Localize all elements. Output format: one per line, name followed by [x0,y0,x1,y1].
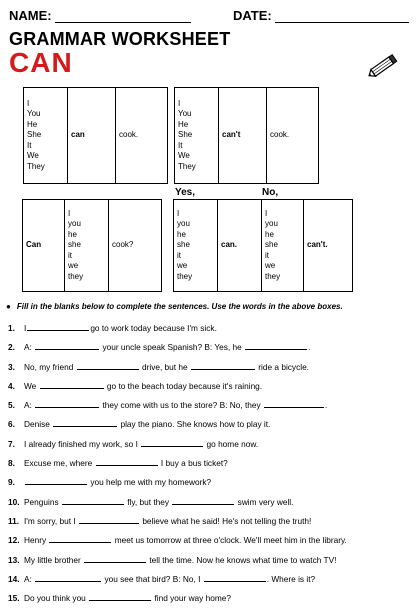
pronoun-list: I you he she it we they [65,200,109,292]
yes-verb-cell: can. [218,200,262,292]
main-verb-cell: cook. [267,88,319,184]
sentence-4: 4. We go to the beach today because it's raining. [8,380,263,391]
yes-pronoun-list: I you he she it we they [174,200,218,292]
blank[interactable] [89,592,151,601]
blank[interactable] [40,380,104,389]
sentence-list [8,322,408,611]
blank[interactable] [245,341,307,350]
pronoun-list: I You He She It We They [24,88,68,184]
name-line[interactable] [55,10,191,23]
table-negative [174,87,319,184]
blank[interactable] [35,399,99,408]
blank[interactable] [172,496,234,505]
sentence-7: 7. I already finished my work, so I go home now. [8,438,259,449]
sentence-8: 8. Excuse me, where I buy a bus ticket? [8,458,228,469]
sentence-14: 14. A: you see that bird? B: No, I . Where is it? [8,573,316,584]
date-label: DATE: [233,8,272,23]
sentence-6: 6. Denise play the piano. She knows how to play it. [8,419,271,430]
blank[interactable] [35,573,101,582]
blank[interactable] [62,496,124,505]
bullet-icon: ● [6,302,11,311]
table-positive [23,87,168,184]
sentence-12: 12. Henry meet us tomorrow at three o'clock. We'll meet him in the library. [8,535,347,546]
main-verb-cell: cook? [109,200,162,292]
no-label: No, [262,187,279,198]
sentence-2: 2. A: your uncle speak Spanish? B: Yes, he . [8,342,311,353]
sentence-5: 5. A: they come with us to the store? B: No, they . [8,400,328,411]
blank[interactable] [25,476,87,485]
sentence-13: 13. My little brother tell the time. Now he knows what time to watch TV! [8,554,337,565]
modal-verb-cell: can [68,88,116,184]
blank[interactable] [96,457,158,466]
blank[interactable] [264,399,324,408]
page-subtitle: CAN [9,47,73,78]
sentence-1: 1. I go to work today because I'm sick. [8,323,217,333]
blank[interactable] [191,361,255,370]
blank[interactable] [27,322,89,331]
instructions: ● Fill in the blanks below to complete the sentences. Use the words in the above boxes. [6,302,343,311]
blank[interactable] [204,573,266,582]
name-label: NAME: [9,8,52,23]
table-question [22,199,162,292]
blank[interactable] [77,361,139,370]
date-field[interactable] [233,8,409,23]
main-verb-cell: cook. [116,88,168,184]
blank[interactable] [49,534,111,543]
modal-verb-cell: Can [23,200,65,292]
sentence-10: 10. Penguins fly, but they swim very well. [8,496,294,507]
pronoun-list: I You He She It We They [175,88,219,184]
blank[interactable] [84,554,146,563]
blank[interactable] [53,418,117,427]
yes-label: Yes, [175,187,196,198]
no-pronoun-list: I you he she it we they [262,200,304,292]
blank[interactable] [141,438,203,447]
pencil-icon [366,50,400,82]
sentence-15: 15. Do you think you find your way home? [8,593,231,604]
sentence-9: 9. you help me with my homework? [8,477,212,488]
sentence-3: 3. No, my friend drive, but he ride a bicycle. [8,361,309,372]
date-line[interactable] [275,10,409,23]
table-answers [173,199,353,292]
page-title: GRAMMAR WORKSHEET [9,29,231,49]
modal-verb-cell: can't [219,88,267,184]
name-field[interactable] [9,8,191,23]
sentence-11: 11. I'm sorry, but I believe what he said! He's not telling the truth! [8,515,312,526]
no-verb-cell: can't. [304,200,353,292]
blank[interactable] [35,341,99,350]
blank[interactable] [79,515,139,524]
